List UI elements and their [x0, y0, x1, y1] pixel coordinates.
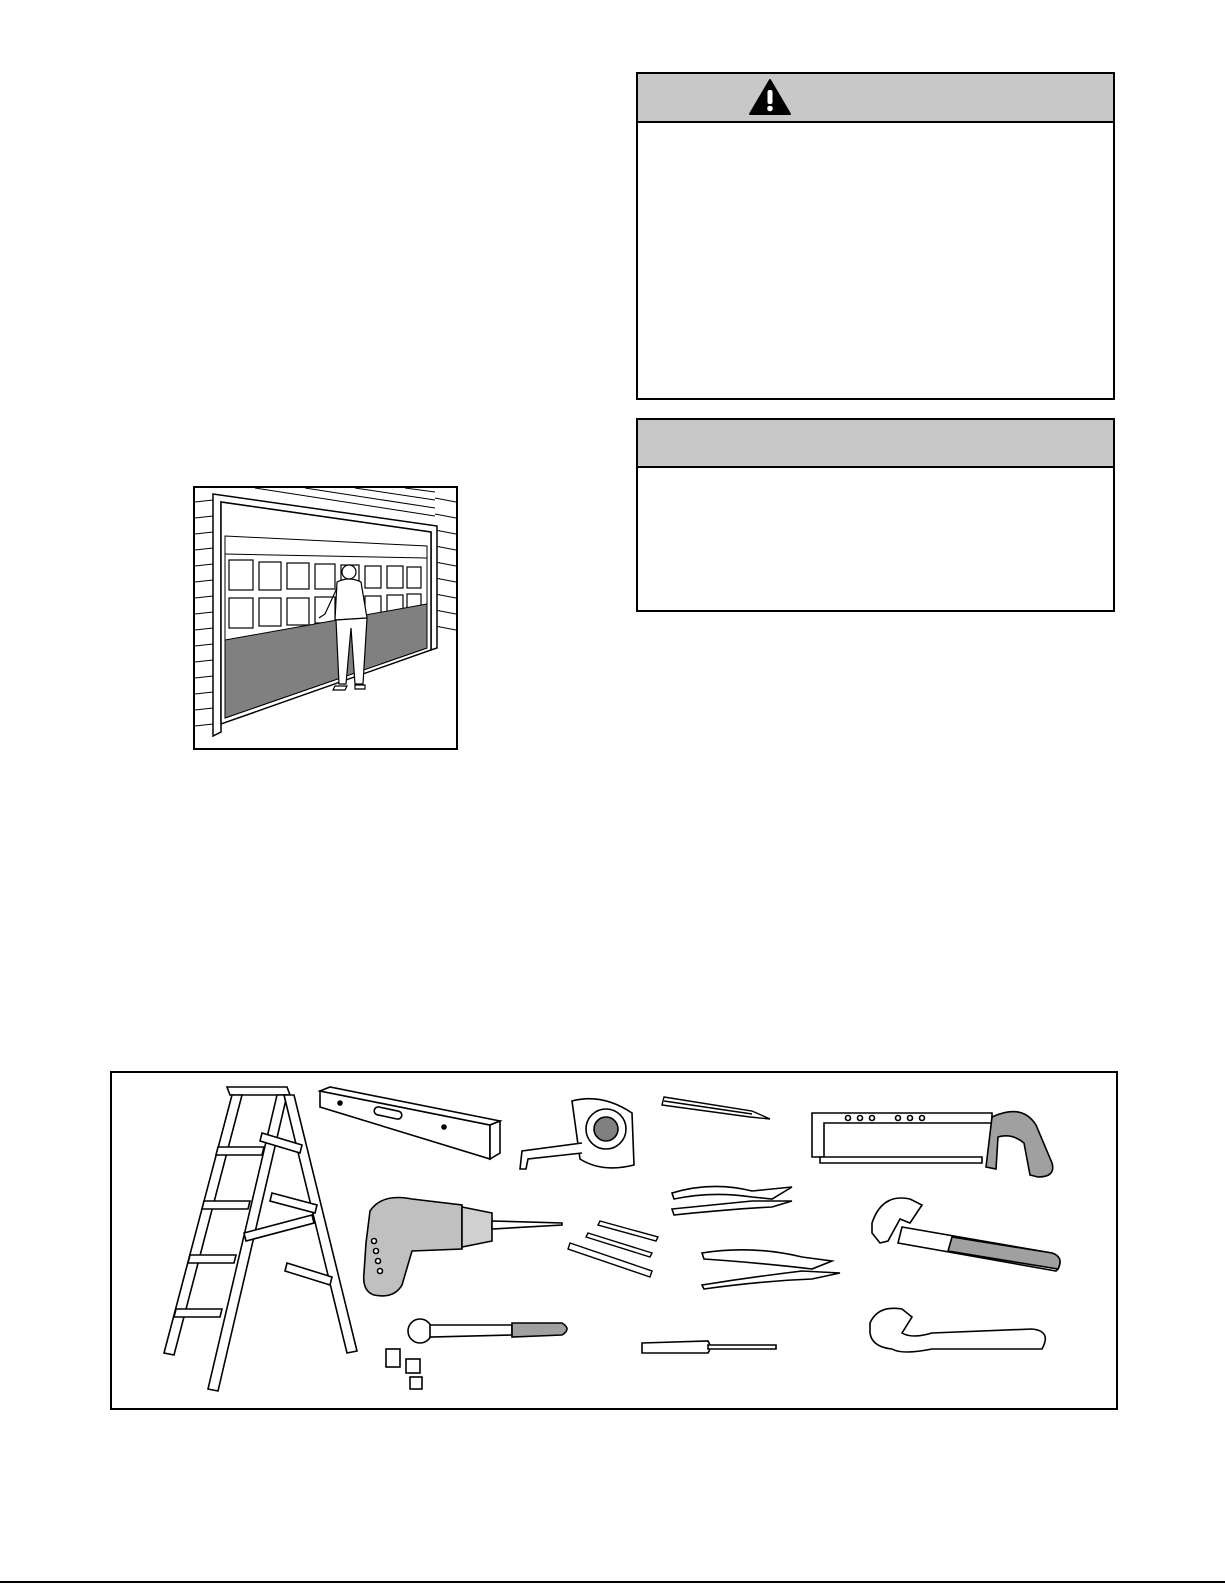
warning-triangle-icon	[748, 78, 792, 116]
garage-door-illustration	[193, 486, 458, 750]
notice-header	[638, 420, 1113, 468]
level-icon	[320, 1087, 500, 1159]
wire-cutters-icon	[672, 1186, 792, 1215]
warning-header	[638, 74, 1113, 123]
tape-measure-icon	[520, 1099, 634, 1169]
ladder-icon	[164, 1087, 357, 1391]
bottom-rule	[0, 1581, 1225, 1583]
garage-door-with-person-illustration	[195, 488, 456, 748]
pencil-icon	[662, 1097, 770, 1119]
adjustable-wrench-icon	[870, 1308, 1045, 1352]
ratchet-and-sockets-icon	[386, 1319, 567, 1389]
drill-bits-icon	[568, 1221, 658, 1277]
tools-illustration	[110, 1071, 1118, 1410]
hammer-icon	[872, 1198, 1060, 1271]
warning-box	[636, 72, 1115, 400]
notice-box	[636, 418, 1115, 612]
hacksaw-icon	[812, 1112, 1053, 1177]
power-drill-icon	[364, 1198, 562, 1296]
pliers-icon	[702, 1250, 840, 1289]
screwdriver-icon	[642, 1341, 776, 1353]
